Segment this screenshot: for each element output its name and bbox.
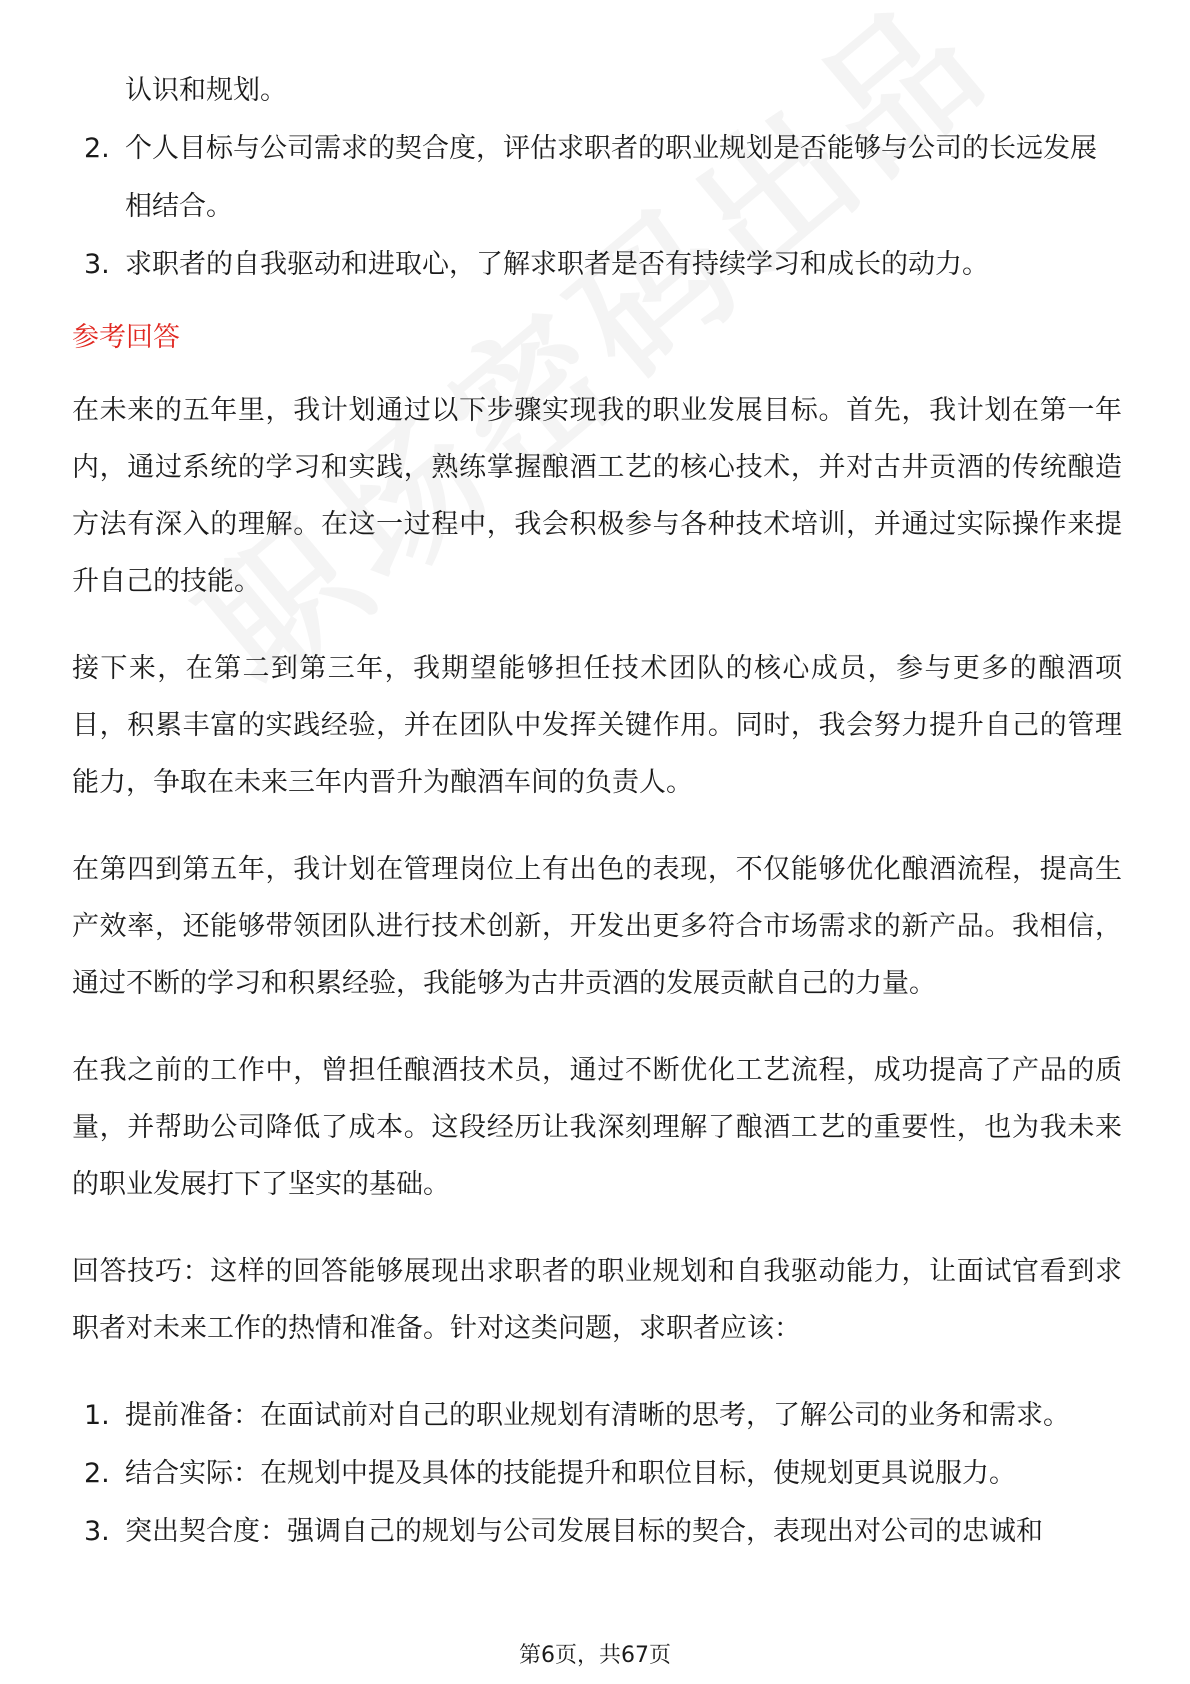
section-title: 参考回答 [72,322,180,353]
paragraph: 接下来，在第二到第三年，我期望能够担任技术团队的核心成员，参与更多的酿酒项目，积累丰富的实践经验，并在团队中发挥关键作用。同时，我会努力提升自己的管理能力，争取在未来三年内晋升为酿酒车间的负责人。 [72,653,1122,798]
list-item [72,1503,1122,1561]
list-number: 2. [84,1458,110,1489]
list-item-text: 结合实际：在规划中提及具体的技能提升和职位目标，使规划更具说服力。 [125,1458,1016,1489]
list-number: 3. [84,249,110,280]
list-item-continuation: 认识和规划。 [125,75,287,106]
list-item [72,1445,1122,1503]
list-item-text: 提前准备：在面试前对自己的职业规划有清晰的思考，了解公司的业务和需求。 [125,1400,1070,1431]
list-number: 3. [84,1516,110,1547]
page-footer: 第6页，共67页 [519,1643,671,1668]
list-item [72,120,1122,236]
list-number: 2. [84,133,110,164]
list-item-text: 突出契合度：强调自己的规划与公司发展目标的契合，表现出对公司的忠诚和 [125,1516,1043,1547]
list-item [72,236,1122,294]
tips-list [72,1387,1122,1561]
paragraph: 在第四到第五年，我计划在管理岗位上有出色的表现，不仅能够优化酿酒流程，提高生产效率，还能够带领团队进行技术创新，开发出更多符合市场需求的新产品。我相信，通过不断的学习和积累经验，我能够为古井贡酒的发展贡献自己的力量。 [72,854,1122,999]
list-item-text: 求职者的自我驱动和进取心，了解求职者是否有持续学习和成长的动力。 [125,249,989,280]
criteria-list [72,120,1122,294]
paragraph: 在我之前的工作中，曾担任酿酒技术员，通过不断优化工艺流程，成功提高了产品的质量，并帮助公司降低了成本。这段经历让我深刻理解了酿酒工艺的重要性，也为我未来的职业发展打下了坚实的基础。 [72,1055,1122,1200]
document-body [72,62,1122,1561]
list-item [72,1387,1122,1445]
list-item-text: 个人目标与公司需求的契合度，评估求职者的职业规划是否能够与公司的长远发展相结合。 [125,133,1097,222]
answer-tips-paragraph: 回答技巧：这样的回答能够展现出求职者的职业规划和自我驱动能力，让面试官看到求职者对未来工作的热情和准备。针对这类问题，求职者应该： [72,1256,1122,1344]
paragraph: 在未来的五年里，我计划通过以下步骤实现我的职业发展目标。首先，我计划在第一年内，通过系统的学习和实践，熟练掌握酿酒工艺的核心技术，并对古井贡酒的传统酿造方法有深入的理解。在这一过程中，我会积极参与各种技术培训，并通过实际操作来提升自己的技能。 [72,395,1122,597]
list-number: 1. [84,1400,110,1431]
